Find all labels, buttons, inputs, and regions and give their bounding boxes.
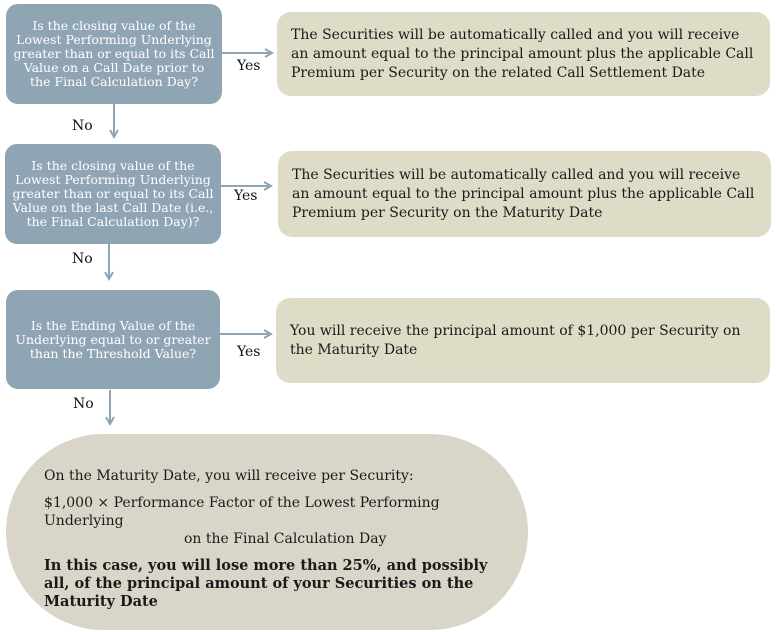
question-3-text: Is the Ending Value of the Underlying equal to or greater than the Threshold Value? bbox=[15, 317, 211, 361]
outcome-box-2 bbox=[278, 151, 771, 237]
outcome-1-text: The Securities will be automatically called and you will receive an amount equal to the principal amount plus the applicable Call Premium per Security on the related Call Settlement Date bbox=[291, 26, 754, 81]
yes-label-2: Yes bbox=[234, 188, 258, 204]
outcome-2-text: The Securities will be automatically called and you will receive an amount equal to the principal amount plus the applicable Call Premium per Security on the Maturity Date bbox=[292, 166, 755, 221]
loss-warning-text: In this case, you will lose more than 25%, and possibly all, of the principal amount of your Securities on the Maturity Date bbox=[44, 557, 488, 610]
question-box-1 bbox=[6, 4, 222, 104]
no-label-2: No bbox=[72, 251, 93, 267]
question-box-3 bbox=[6, 290, 220, 389]
outcome-box-3 bbox=[276, 298, 770, 383]
final-intro-text: On the Maturity Date, you will receive per Security: bbox=[44, 468, 414, 484]
no-label-1: No bbox=[72, 118, 93, 134]
yes-label-3: Yes bbox=[237, 344, 261, 360]
formula-line-2: on the Final Calculation Day bbox=[184, 531, 387, 547]
question-box-2 bbox=[5, 144, 221, 244]
formula-line-1: $1,000 × Performance Factor of the Lowest Performing Underlying bbox=[44, 495, 440, 529]
outcome-3-text: You will receive the principal amount of $1,000 per Security on the Maturity Date bbox=[290, 322, 741, 358]
yes-label-1: Yes bbox=[237, 58, 261, 74]
outcome-box-1 bbox=[277, 12, 770, 96]
question-1-text: Is the closing value of the Lowest Performing Underlying greater than or equal to its Call Value on a Call Date prior to the Final Calculation Day? bbox=[13, 18, 215, 89]
question-2-text: Is the closing value of the Lowest Performing Underlying greater than or equal to its Call Value on the last Call Date (i.e., the Final Calculation Day)? bbox=[12, 158, 214, 229]
final-outcome-box bbox=[6, 434, 528, 630]
no-label-3: No bbox=[73, 396, 94, 412]
final-formula bbox=[44, 494, 498, 548]
